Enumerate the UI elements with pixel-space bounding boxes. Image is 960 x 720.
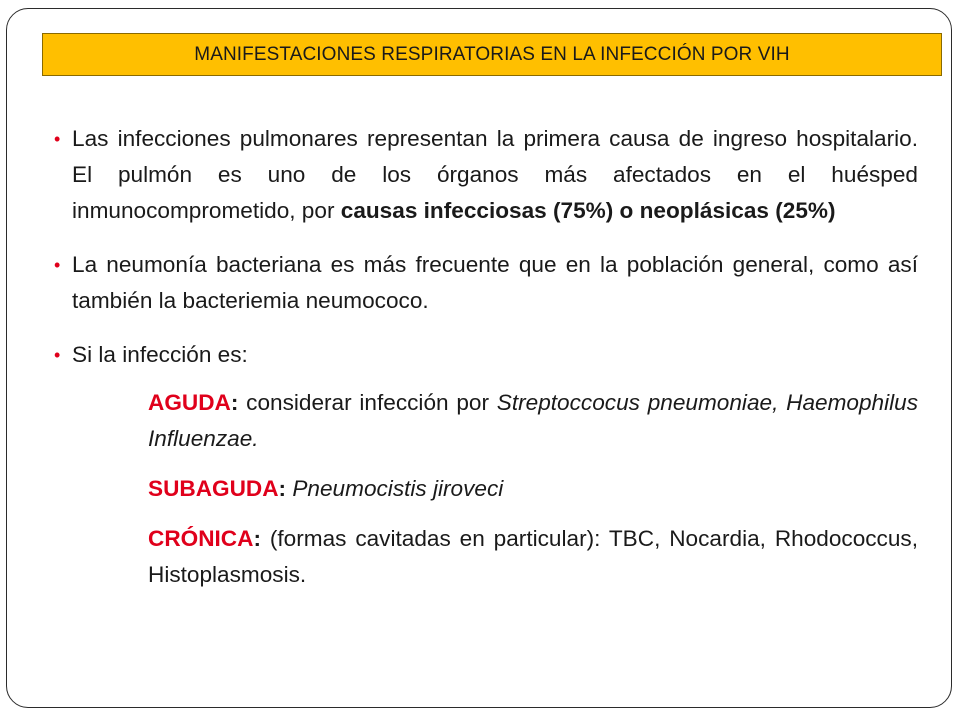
case-label: CRÓNICA	[148, 526, 254, 551]
bullet-item	[52, 121, 918, 229]
case-colon: :	[253, 526, 261, 551]
bullet-text: Las infecciones pulmonares representan la primera causa de ingreso hospitalario. El pulmón es uno de los órganos más afectados en el huésped inmunocomprometido, por	[72, 126, 918, 223]
bullet-dot-icon: •	[54, 255, 61, 275]
bullet-text: La neumonía bacteriana es más frecuente que en la población general, como así también la bacteriemia neumococo.	[72, 252, 918, 313]
case-subacute	[148, 471, 918, 507]
bullet-item	[52, 337, 918, 373]
title-banner	[42, 33, 942, 76]
case-italic-text: Streptoccocus pneumoniae, Haemophilus Influenzae.	[148, 390, 918, 451]
case-italic-text: Pneumocistis jiroveci	[292, 476, 504, 501]
bullet-bold-text: causas infecciosas (75%) o neoplásicas (25%)	[340, 198, 836, 223]
bullet-text: Si la infección es:	[72, 342, 248, 367]
case-label: AGUDA	[148, 390, 231, 415]
case-chronic	[148, 521, 918, 593]
bullet-dot-icon: •	[54, 345, 61, 365]
case-text: (formas cavitadas en particular): TBC, Nocardia, Rhodococcus, Histoplasmosis.	[148, 526, 918, 587]
case-label: SUBAGUDA	[148, 476, 279, 501]
case-acute	[148, 385, 918, 457]
case-colon: :	[230, 390, 239, 415]
case-text: considerar infección por	[238, 390, 497, 415]
bullet-item	[52, 247, 918, 319]
case-colon: :	[278, 476, 287, 501]
bullet-dot-icon: •	[54, 129, 61, 149]
slide-title: MANIFESTACIONES RESPIRATORIAS EN LA INFECCIÓN POR VIH	[194, 43, 790, 65]
slide-content	[52, 121, 918, 601]
